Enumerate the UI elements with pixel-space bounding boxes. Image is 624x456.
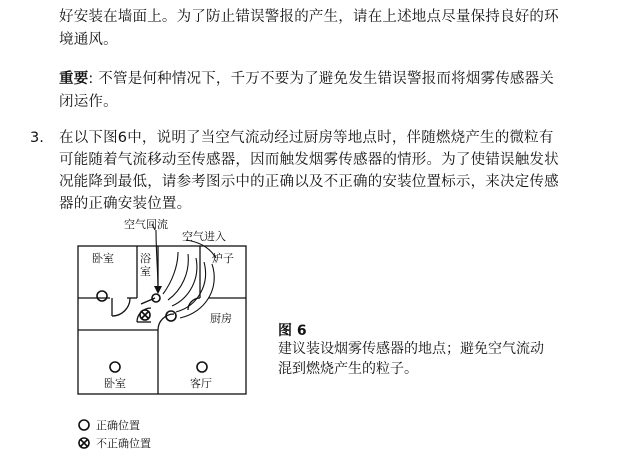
- legend-correct-icon: [79, 420, 89, 430]
- item-line-3: 况能降到最低，请参考图示中的正确以及不正确的安装位置标示，来决定传感: [59, 174, 559, 190]
- arrow-head: [154, 286, 162, 294]
- caption-line-1: 建议装设烟雾传感器的地点；避免空气流动: [278, 341, 544, 357]
- label-kitchen: 厨房: [210, 312, 232, 325]
- floor-plan-figure: [60, 212, 270, 456]
- correct-marker: [197, 362, 207, 372]
- label-air-return: 空气回流: [124, 218, 168, 231]
- important-note-line-2: 闭运作。: [59, 94, 118, 110]
- item-line-2: 可能随着气流移动至传感器，因而触发烟雾传感器的情形。为了使错误触发状: [59, 152, 559, 168]
- item-line-4: 器的正确安装位置。: [59, 196, 192, 212]
- label-bedroom-top: 卧室: [92, 252, 114, 265]
- label-bath-2: 室: [140, 265, 151, 278]
- item-line-1: 在以下图6中，说明了当空气流动经过厨房等地点时，伴随燃烧产生的微粒有: [59, 130, 554, 146]
- figure-caption-body: [278, 339, 544, 379]
- label-living-room: 客厅: [190, 377, 212, 390]
- label-air-in: 空气进入: [182, 230, 226, 243]
- label-bath-1: 浴: [140, 252, 151, 265]
- legend-correct-label: 正确位置: [96, 419, 140, 432]
- legend-incorrect-label: 不正确位置: [96, 437, 151, 450]
- legend: [79, 418, 151, 450]
- important-note-line-1: [59, 68, 554, 90]
- important-label: 重要: [59, 71, 89, 87]
- figure-caption-title: 图 6: [278, 323, 307, 339]
- list-item-number: 3.: [30, 130, 44, 146]
- correct-marker: [97, 291, 107, 301]
- correct-marker: [152, 294, 160, 302]
- label-bedroom-bottom: 卧室: [104, 377, 126, 390]
- incorrect-marker: [140, 310, 150, 320]
- important-text: : 不管是何种情况下，千万不要为了避免发生错误警报而将烟雾传感器关: [88, 71, 554, 87]
- paragraph-line-1: 好安装在墙面上。为了防止错误警报的产生，请在上述地点尽量保持良好的环: [59, 9, 559, 25]
- paragraph-line-2: 境通风。: [59, 32, 118, 48]
- correct-marker: [110, 362, 120, 372]
- caption-line-2: 混到燃烧产生的粒子。: [278, 361, 418, 377]
- legend-incorrect-icon: [79, 438, 89, 448]
- label-stove: 炉子: [212, 252, 234, 265]
